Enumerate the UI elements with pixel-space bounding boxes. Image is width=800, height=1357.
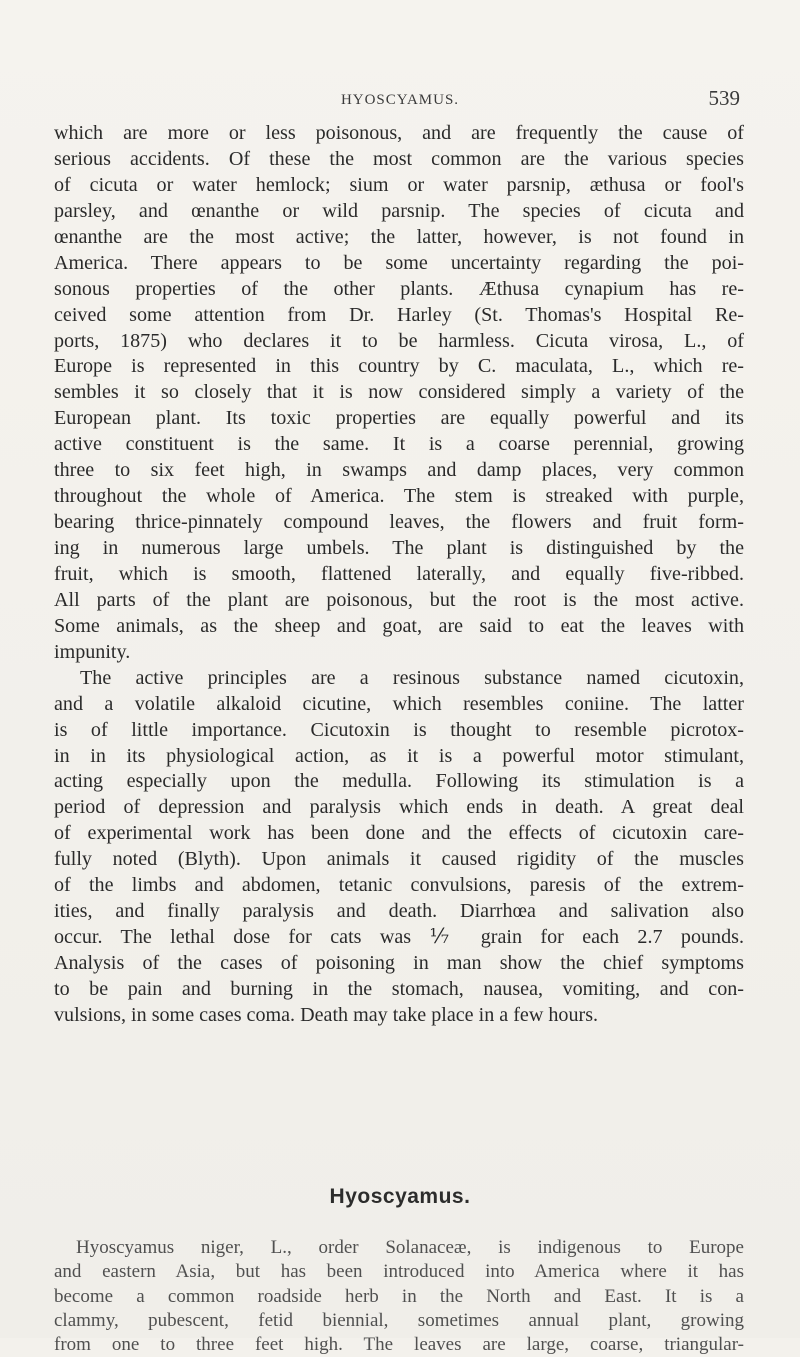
- text-line: acting especially upon the medulla. Following its stimulation is a: [54, 770, 744, 793]
- text-line: clammy, pubescent, fetid biennial, sometimes annual plant, growing: [54, 1309, 744, 1331]
- text-line: throughout the whole of America. The stem is streaked with purple,: [54, 485, 744, 508]
- text-line: Analysis of the cases of poisoning in man show the chief symptoms: [54, 952, 744, 974]
- text-line: ports, 1875) who declares it to be harmless. Cicuta virosa, L., of: [54, 329, 744, 352]
- running-title: HYOSCYAMUS.: [340, 92, 460, 108]
- text-line: sembles it so closely that it is now considered simply a variety of the: [54, 381, 744, 404]
- text-line: three to six feet high, in swamps and damp places, very common: [54, 459, 744, 482]
- section-heading: Hyoscyamus.: [329, 1185, 471, 1208]
- text-line: fully noted (Blyth). Upon animals it caused rigidity of the muscles: [54, 848, 744, 871]
- text-line: ing in numerous large umbels. The plant is distinguished by the: [54, 537, 744, 559]
- text-line: become a common roadside herb in the North and East. It is a: [54, 1285, 744, 1307]
- paragraph-end-line: vulsions, in some cases coma. Death may take place in a few hours.: [54, 1003, 599, 1026]
- page-number: 539: [708, 86, 740, 110]
- second-section-text: [54, 1236, 744, 1357]
- text-line: Europe is represented in this country by C. maculata, L., which re-: [54, 355, 744, 378]
- text-line: serious accidents. Of these the most common are the various species: [54, 147, 744, 170]
- text-line: œnanthe are the most active; the latter, however, is not found in: [54, 225, 744, 248]
- text-line: period of depression and paralysis which ends in death. A great deal: [54, 796, 744, 819]
- paragraph-start-line: The active principles are a resinous substance named cicutoxin,: [80, 666, 744, 689]
- text-line: ceived some attention from Dr. Harley (St. Thomas's Hospital Re-: [54, 303, 744, 326]
- paragraph-end-line: impunity.: [54, 640, 131, 663]
- text-line: All parts of the plant are poisonous, but the root is the most active.: [54, 588, 744, 611]
- text-line: fruit, which is smooth, flattened laterally, and equally five-ribbed.: [54, 562, 744, 585]
- text-line: from one to three feet high. The leaves are large, coarse, triangular-: [54, 1334, 744, 1356]
- text-line: to be pain and burning in the stomach, nausea, vomiting, and con-: [54, 977, 744, 1000]
- text-line: Some animals, as the sheep and goat, are said to eat the leaves with: [54, 614, 744, 637]
- text-line: sonous properties of the other plants. Æthusa cynapium has re-: [54, 277, 744, 300]
- text-line: is of little importance. Cicutoxin is thought to resemble picrotox-: [54, 718, 744, 741]
- text-line: ities, and finally paralysis and death. Diarrhœa and salivation also: [54, 900, 744, 923]
- text-line: and a volatile alkaloid cicutine, which resembles coniine. The latter: [54, 692, 744, 715]
- text-line: which are more or less poisonous, and are frequently the cause of: [54, 122, 744, 144]
- running-header: [0, 86, 800, 114]
- text-line: of cicuta or water hemlock; sium or water parsnip, æthusa or fool's: [54, 173, 744, 196]
- text-line: and eastern Asia, but has been introduced into America where it has: [54, 1261, 744, 1283]
- text-line: of experimental work has been done and the effects of cicutoxin care-: [54, 822, 744, 845]
- body-text: [54, 121, 744, 1029]
- text-line: European plant. Its toxic properties are equally powerful and its: [54, 407, 744, 430]
- text-line: in in its physiological action, as it is a powerful motor stimulant,: [54, 744, 744, 767]
- text-line: America. There appears to be some uncertainty regarding the poi-: [54, 251, 744, 274]
- text-line: parsley, and œnanthe or wild parsnip. The species of cicuta and: [54, 199, 744, 222]
- text-line: of the limbs and abdomen, tetanic convulsions, paresis of the extrem-: [54, 874, 744, 897]
- text-line: active constituent is the same. It is a coarse perennial, growing: [54, 433, 744, 456]
- text-line: bearing thrice-pinnately compound leaves, the flowers and fruit form-: [54, 511, 744, 534]
- paragraph-start-line: Hyoscyamus niger, L., order Solanaceæ, is indigenous to Europe: [76, 1237, 744, 1258]
- text-line: occur. The lethal dose for cats was ⅐ grain for each 2.7 pounds.: [54, 926, 744, 949]
